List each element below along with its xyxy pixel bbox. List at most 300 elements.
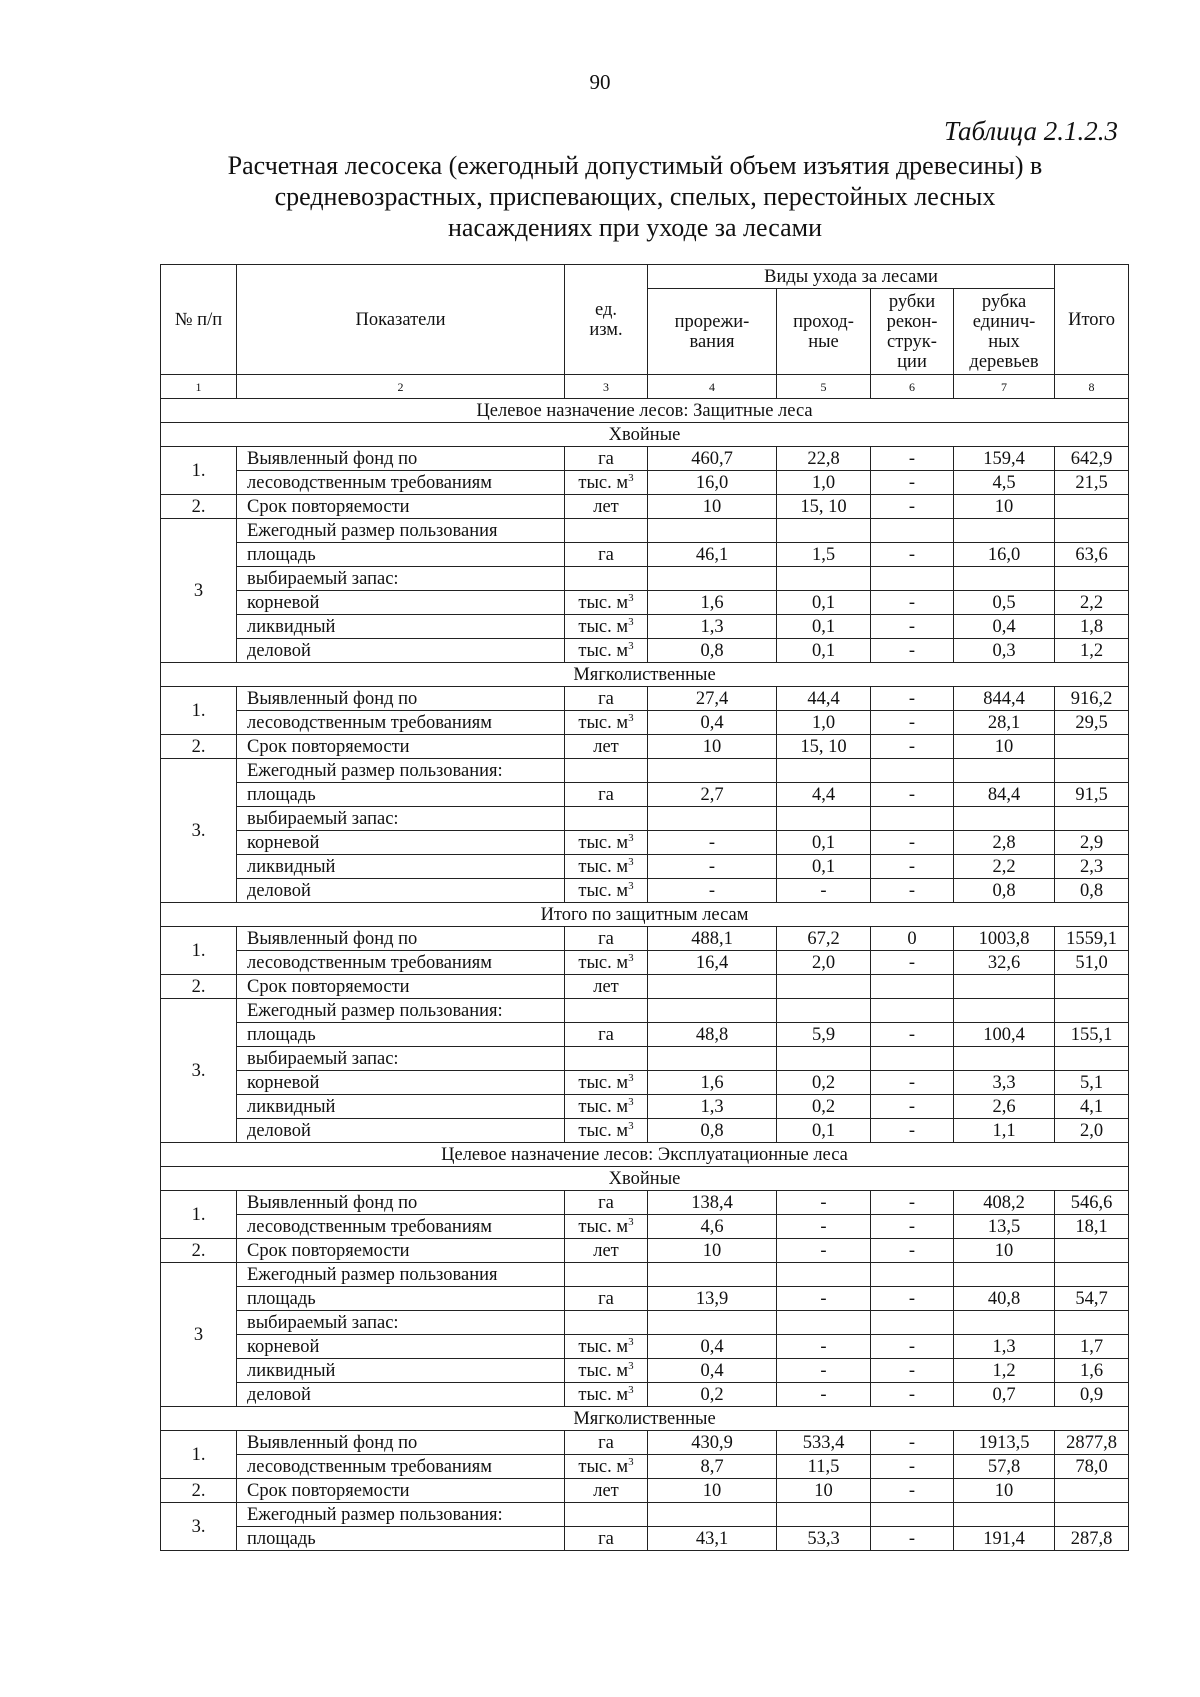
indicator-label: деловой bbox=[237, 1119, 565, 1143]
value-cell: - bbox=[871, 783, 954, 807]
value-cell: 13,9 bbox=[648, 1287, 777, 1311]
value-cell bbox=[871, 759, 954, 783]
header-thinning bbox=[648, 289, 777, 375]
indicator-label: ликвидный bbox=[237, 615, 565, 639]
unit-superscript: 3 bbox=[628, 1071, 634, 1084]
value-cell: 67,2 bbox=[777, 927, 871, 951]
value-cell: 46,1 bbox=[648, 543, 777, 567]
value-cell: 4,1 bbox=[1055, 1095, 1129, 1119]
value-cell bbox=[1055, 807, 1129, 831]
indicator-label: корневой bbox=[237, 591, 565, 615]
table-row bbox=[161, 423, 1129, 447]
indicator-label: выбираемый запас: bbox=[237, 1311, 565, 1335]
value-cell bbox=[648, 1311, 777, 1335]
header-line: прорежи- bbox=[674, 311, 750, 332]
unit-cell: лет bbox=[565, 1479, 648, 1503]
value-cell: - bbox=[871, 687, 954, 711]
table-row bbox=[161, 543, 1129, 567]
value-cell: 10 bbox=[648, 735, 777, 759]
table-row bbox=[161, 903, 1129, 927]
value-cell: 1,5 bbox=[777, 543, 871, 567]
value-cell: - bbox=[871, 591, 954, 615]
unit-cell bbox=[565, 519, 648, 543]
value-cell: - bbox=[871, 855, 954, 879]
value-cell: 15, 10 bbox=[777, 735, 871, 759]
unit-text: тыс. м bbox=[578, 592, 629, 613]
value-cell: 40,8 bbox=[954, 1287, 1055, 1311]
table-row bbox=[161, 1095, 1129, 1119]
value-cell bbox=[954, 1263, 1055, 1287]
table-row bbox=[161, 687, 1129, 711]
value-cell bbox=[777, 759, 871, 783]
value-cell bbox=[1055, 519, 1129, 543]
table-row bbox=[161, 1287, 1129, 1311]
unit-cell: га bbox=[565, 783, 648, 807]
unit-cell: лет bbox=[565, 495, 648, 519]
value-cell: 546,6 bbox=[1055, 1191, 1129, 1215]
value-cell: 1,0 bbox=[777, 711, 871, 735]
value-cell: 460,7 bbox=[648, 447, 777, 471]
value-cell: 53,3 bbox=[777, 1527, 871, 1551]
section-title: Целевое назначение лесов: Защитные леса bbox=[161, 399, 1129, 423]
unit-cell bbox=[565, 879, 648, 903]
column-number-row bbox=[161, 375, 1129, 399]
value-cell: - bbox=[648, 855, 777, 879]
value-cell: 0,1 bbox=[777, 615, 871, 639]
table-row bbox=[161, 831, 1129, 855]
value-cell: 10 bbox=[954, 735, 1055, 759]
unit-text: тыс. м bbox=[578, 880, 629, 901]
value-cell: 0,1 bbox=[777, 1119, 871, 1143]
value-cell: 10 bbox=[777, 1479, 871, 1503]
unit-superscript: 3 bbox=[628, 951, 634, 964]
table-title bbox=[150, 150, 1120, 243]
value-cell: 0,4 bbox=[648, 1359, 777, 1383]
value-cell bbox=[648, 975, 777, 999]
table-row bbox=[161, 1119, 1129, 1143]
value-cell: 1,2 bbox=[954, 1359, 1055, 1383]
header-line: вания bbox=[689, 331, 735, 352]
unit-text: тыс. м bbox=[578, 472, 629, 493]
unit-cell bbox=[565, 807, 648, 831]
unit-cell bbox=[565, 951, 648, 975]
value-cell: - bbox=[871, 1335, 954, 1359]
indicator-label: Ежегодный размер пользования: bbox=[237, 999, 565, 1023]
unit-superscript: 3 bbox=[628, 879, 634, 892]
table-title-line: Расчетная лесосека (ежегодный допустимый объем изъятия древесины) в bbox=[227, 151, 1043, 180]
value-cell bbox=[954, 519, 1055, 543]
indicator-label: корневой bbox=[237, 1071, 565, 1095]
value-cell: 159,4 bbox=[954, 447, 1055, 471]
indicator-label: ликвидный bbox=[237, 855, 565, 879]
indicator-label: Выявленный фонд по bbox=[237, 687, 565, 711]
value-cell bbox=[1055, 975, 1129, 999]
value-cell bbox=[648, 519, 777, 543]
header-passage bbox=[777, 289, 871, 375]
row-index: 1. bbox=[161, 687, 237, 735]
indicator-label: Ежегодный размер пользования: bbox=[237, 1503, 565, 1527]
table-row bbox=[161, 951, 1129, 975]
value-cell: 10 bbox=[648, 1479, 777, 1503]
indicator-label: корневой bbox=[237, 1335, 565, 1359]
indicator-label: выбираемый запас: bbox=[237, 567, 565, 591]
group-title: Хвойные bbox=[161, 1167, 1129, 1191]
unit-superscript: 3 bbox=[628, 1215, 634, 1228]
indicator-label: Срок повторяемости bbox=[237, 975, 565, 999]
unit-cell: га bbox=[565, 1191, 648, 1215]
value-cell: 27,4 bbox=[648, 687, 777, 711]
header-line: рекон- bbox=[886, 311, 938, 332]
table-row bbox=[161, 879, 1129, 903]
value-cell: 844,4 bbox=[954, 687, 1055, 711]
value-cell: 18,1 bbox=[1055, 1215, 1129, 1239]
unit-cell: га bbox=[565, 687, 648, 711]
value-cell: 1,0 bbox=[777, 471, 871, 495]
value-cell: - bbox=[871, 1455, 954, 1479]
table-row bbox=[161, 807, 1129, 831]
value-cell: - bbox=[777, 1335, 871, 1359]
value-cell: 13,5 bbox=[954, 1215, 1055, 1239]
value-cell bbox=[648, 999, 777, 1023]
unit-text: тыс. м bbox=[578, 616, 629, 637]
value-cell bbox=[871, 567, 954, 591]
value-cell: 1913,5 bbox=[954, 1431, 1055, 1455]
header-num: № п/п bbox=[161, 265, 237, 375]
group-title: Мягколиственные bbox=[161, 1407, 1129, 1431]
value-cell: 1,2 bbox=[1055, 639, 1129, 663]
value-cell: 533,4 bbox=[777, 1431, 871, 1455]
value-cell bbox=[1055, 1503, 1129, 1527]
header-total: Итого bbox=[1055, 265, 1129, 375]
value-cell bbox=[1055, 759, 1129, 783]
row-index: 3 bbox=[161, 1263, 237, 1407]
value-cell: 4,5 bbox=[954, 471, 1055, 495]
unit-text: тыс. м bbox=[578, 832, 629, 853]
header-line: ции bbox=[897, 351, 927, 372]
unit-superscript: 3 bbox=[628, 1383, 634, 1396]
table-row bbox=[161, 1023, 1129, 1047]
table-row bbox=[161, 447, 1129, 471]
row-index: 3 bbox=[161, 519, 237, 663]
value-cell: 0,8 bbox=[1055, 879, 1129, 903]
header-line: деревьев bbox=[969, 351, 1039, 372]
value-cell: 0,2 bbox=[648, 1383, 777, 1407]
table-row bbox=[161, 1503, 1129, 1527]
unit-cell bbox=[565, 1215, 648, 1239]
value-cell: - bbox=[777, 1239, 871, 1263]
indicator-label: деловой bbox=[237, 639, 565, 663]
unit-cell bbox=[565, 1455, 648, 1479]
value-cell bbox=[1055, 1311, 1129, 1335]
unit-superscript: 3 bbox=[628, 471, 634, 484]
value-cell: 15, 10 bbox=[777, 495, 871, 519]
indicator-label: Срок повторяемости bbox=[237, 735, 565, 759]
unit-cell bbox=[565, 1119, 648, 1143]
value-cell bbox=[954, 1503, 1055, 1527]
unit-text: тыс. м bbox=[578, 1216, 629, 1237]
value-cell bbox=[1055, 1263, 1129, 1287]
value-cell: 44,4 bbox=[777, 687, 871, 711]
value-cell: - bbox=[871, 543, 954, 567]
header-unit-line: изм. bbox=[589, 319, 623, 340]
value-cell: 8,7 bbox=[648, 1455, 777, 1479]
value-cell: 430,9 bbox=[648, 1431, 777, 1455]
unit-cell bbox=[565, 471, 648, 495]
unit-text: тыс. м bbox=[578, 1360, 629, 1381]
value-cell: 10 bbox=[648, 495, 777, 519]
value-cell: - bbox=[871, 1071, 954, 1095]
group-title: Итого по защитным лесам bbox=[161, 903, 1129, 927]
value-cell: - bbox=[648, 831, 777, 855]
value-cell: 0,4 bbox=[648, 711, 777, 735]
column-number: 5 bbox=[777, 375, 871, 399]
value-cell: 2877,8 bbox=[1055, 1431, 1129, 1455]
indicator-label: Ежегодный размер пользования bbox=[237, 1263, 565, 1287]
value-cell bbox=[871, 999, 954, 1023]
value-cell: 1,7 bbox=[1055, 1335, 1129, 1359]
header-unit bbox=[565, 265, 648, 375]
value-cell bbox=[954, 999, 1055, 1023]
indicator-label: выбираемый запас: bbox=[237, 1047, 565, 1071]
table-row bbox=[161, 663, 1129, 687]
value-cell: - bbox=[871, 1359, 954, 1383]
value-cell bbox=[1055, 567, 1129, 591]
value-cell: 1,6 bbox=[648, 591, 777, 615]
table-row bbox=[161, 495, 1129, 519]
value-cell bbox=[648, 1263, 777, 1287]
unit-cell: лет bbox=[565, 975, 648, 999]
value-cell: 191,4 bbox=[954, 1527, 1055, 1551]
unit-cell bbox=[565, 711, 648, 735]
indicator-label: площадь bbox=[237, 1287, 565, 1311]
table-row bbox=[161, 1239, 1129, 1263]
unit-superscript: 3 bbox=[628, 1359, 634, 1372]
value-cell: 0,2 bbox=[777, 1071, 871, 1095]
column-number: 1 bbox=[161, 375, 237, 399]
group-title: Хвойные bbox=[161, 423, 1129, 447]
value-cell: - bbox=[871, 1191, 954, 1215]
table-row bbox=[161, 1191, 1129, 1215]
value-cell bbox=[1055, 999, 1129, 1023]
unit-superscript: 3 bbox=[628, 711, 634, 724]
table-row bbox=[161, 1479, 1129, 1503]
value-cell: 2,2 bbox=[1055, 591, 1129, 615]
value-cell: 0,1 bbox=[777, 831, 871, 855]
value-cell bbox=[648, 1047, 777, 1071]
value-cell: - bbox=[777, 1359, 871, 1383]
value-cell: - bbox=[871, 831, 954, 855]
value-cell: 0,7 bbox=[954, 1383, 1055, 1407]
header-line: рубки bbox=[888, 291, 936, 312]
table-row bbox=[161, 1383, 1129, 1407]
value-cell bbox=[871, 1263, 954, 1287]
unit-text: тыс. м bbox=[578, 1384, 629, 1405]
unit-superscript: 3 bbox=[628, 1335, 634, 1348]
value-cell bbox=[871, 1311, 954, 1335]
table-row bbox=[161, 1527, 1129, 1551]
value-cell: 0,4 bbox=[648, 1335, 777, 1359]
column-number: 6 bbox=[871, 375, 954, 399]
value-cell: 0,8 bbox=[648, 639, 777, 663]
value-cell: 100,4 bbox=[954, 1023, 1055, 1047]
value-cell: 3,3 bbox=[954, 1071, 1055, 1095]
value-cell: 0 bbox=[871, 927, 954, 951]
value-cell bbox=[777, 999, 871, 1023]
value-cell: - bbox=[777, 1287, 871, 1311]
indicator-label: площадь bbox=[237, 783, 565, 807]
value-cell bbox=[954, 807, 1055, 831]
indicator-label: деловой bbox=[237, 1383, 565, 1407]
value-cell: 138,4 bbox=[648, 1191, 777, 1215]
value-cell: - bbox=[871, 1215, 954, 1239]
value-cell: - bbox=[871, 1479, 954, 1503]
value-cell: 1,6 bbox=[648, 1071, 777, 1095]
unit-superscript: 3 bbox=[628, 615, 634, 628]
header-line: ных bbox=[988, 331, 1020, 352]
value-cell: 54,7 bbox=[1055, 1287, 1129, 1311]
value-cell: 488,1 bbox=[648, 927, 777, 951]
unit-cell: га bbox=[565, 1527, 648, 1551]
header-line: проход- bbox=[793, 311, 854, 332]
value-cell bbox=[777, 1503, 871, 1527]
value-cell: 0,1 bbox=[777, 855, 871, 879]
indicator-label: лесоводственным требованиям bbox=[237, 1455, 565, 1479]
unit-superscript: 3 bbox=[628, 855, 634, 868]
value-cell bbox=[648, 567, 777, 591]
value-cell bbox=[648, 759, 777, 783]
table-row bbox=[161, 1071, 1129, 1095]
row-index: 1. bbox=[161, 1431, 237, 1479]
indicator-label: ликвидный bbox=[237, 1095, 565, 1119]
value-cell: - bbox=[777, 1191, 871, 1215]
unit-cell: га bbox=[565, 447, 648, 471]
indicator-label: лесоводственным требованиям bbox=[237, 711, 565, 735]
value-cell: - bbox=[871, 1119, 954, 1143]
row-index: 2. bbox=[161, 1239, 237, 1263]
unit-cell bbox=[565, 567, 648, 591]
value-cell: - bbox=[871, 951, 954, 975]
unit-text: тыс. м bbox=[578, 1336, 629, 1357]
value-cell bbox=[954, 1311, 1055, 1335]
value-cell: 0,2 bbox=[777, 1095, 871, 1119]
value-cell: 287,8 bbox=[1055, 1527, 1129, 1551]
table-row bbox=[161, 1047, 1129, 1071]
table-row bbox=[161, 783, 1129, 807]
value-cell bbox=[954, 759, 1055, 783]
table-row bbox=[161, 1335, 1129, 1359]
unit-cell bbox=[565, 855, 648, 879]
unit-text: тыс. м bbox=[578, 1456, 629, 1477]
value-cell: - bbox=[777, 879, 871, 903]
indicator-label: ликвидный bbox=[237, 1359, 565, 1383]
row-index: 1. bbox=[161, 1191, 237, 1239]
header-line: рубка bbox=[981, 291, 1027, 312]
unit-cell bbox=[565, 759, 648, 783]
value-cell: 0,1 bbox=[777, 591, 871, 615]
unit-cell bbox=[565, 591, 648, 615]
header-care-types: Виды ухода за лесами bbox=[648, 265, 1055, 289]
indicator-label: Ежегодный размер пользования bbox=[237, 519, 565, 543]
value-cell: - bbox=[871, 1431, 954, 1455]
value-cell: - bbox=[871, 1527, 954, 1551]
header-reconstruction bbox=[871, 289, 954, 375]
unit-superscript: 3 bbox=[628, 1455, 634, 1468]
unit-superscript: 3 bbox=[628, 591, 634, 604]
value-cell: - bbox=[871, 1023, 954, 1047]
value-cell: 1,8 bbox=[1055, 615, 1129, 639]
header-line: единич- bbox=[972, 311, 1036, 332]
value-cell: - bbox=[777, 1215, 871, 1239]
table-row bbox=[161, 399, 1129, 423]
value-cell bbox=[777, 1263, 871, 1287]
value-cell: 10 bbox=[648, 1239, 777, 1263]
table-row bbox=[161, 1455, 1129, 1479]
value-cell: 4,4 bbox=[777, 783, 871, 807]
table-row bbox=[161, 855, 1129, 879]
value-cell: - bbox=[871, 1239, 954, 1263]
value-cell: 10 bbox=[954, 495, 1055, 519]
unit-text: тыс. м bbox=[578, 1072, 629, 1093]
value-cell: 51,0 bbox=[1055, 951, 1129, 975]
value-cell bbox=[871, 975, 954, 999]
value-cell: - bbox=[871, 1383, 954, 1407]
value-cell: 2,3 bbox=[1055, 855, 1129, 879]
value-cell: 1003,8 bbox=[954, 927, 1055, 951]
value-cell: 642,9 bbox=[1055, 447, 1129, 471]
indicator-label: Срок повторяемости bbox=[237, 1479, 565, 1503]
column-number: 8 bbox=[1055, 375, 1129, 399]
table-label: Таблица 2.1.2.3 bbox=[943, 116, 1118, 146]
indicator-label: деловой bbox=[237, 879, 565, 903]
unit-cell: га bbox=[565, 1431, 648, 1455]
table-row bbox=[161, 1263, 1129, 1287]
value-cell: 0,4 bbox=[954, 615, 1055, 639]
indicator-label: Выявленный фонд по bbox=[237, 927, 565, 951]
value-cell: - bbox=[871, 639, 954, 663]
unit-text: тыс. м bbox=[578, 856, 629, 877]
unit-cell bbox=[565, 1047, 648, 1071]
unit-cell: га bbox=[565, 543, 648, 567]
value-cell: 1,3 bbox=[648, 615, 777, 639]
value-cell bbox=[1055, 735, 1129, 759]
felling-table bbox=[160, 264, 1129, 1551]
unit-text: тыс. м bbox=[578, 640, 629, 661]
value-cell: - bbox=[871, 1095, 954, 1119]
value-cell bbox=[777, 567, 871, 591]
table-row bbox=[161, 567, 1129, 591]
value-cell: 1559,1 bbox=[1055, 927, 1129, 951]
table-row bbox=[161, 591, 1129, 615]
row-index: 2. bbox=[161, 1479, 237, 1503]
value-cell: - bbox=[871, 879, 954, 903]
indicator-label: лесоводственным требованиям bbox=[237, 1215, 565, 1239]
value-cell: 2,2 bbox=[954, 855, 1055, 879]
value-cell: - bbox=[777, 1383, 871, 1407]
value-cell: - bbox=[871, 447, 954, 471]
table-row bbox=[161, 711, 1129, 735]
unit-text: тыс. м bbox=[578, 712, 629, 733]
value-cell: 5,9 bbox=[777, 1023, 871, 1047]
value-cell: 1,3 bbox=[648, 1095, 777, 1119]
unit-superscript: 3 bbox=[628, 1119, 634, 1132]
value-cell: 4,6 bbox=[648, 1215, 777, 1239]
unit-superscript: 3 bbox=[628, 1095, 634, 1108]
value-cell: 2,0 bbox=[1055, 1119, 1129, 1143]
value-cell: 16,4 bbox=[648, 951, 777, 975]
value-cell: 16,0 bbox=[954, 543, 1055, 567]
table-row bbox=[161, 519, 1129, 543]
indicator-label: площадь bbox=[237, 543, 565, 567]
